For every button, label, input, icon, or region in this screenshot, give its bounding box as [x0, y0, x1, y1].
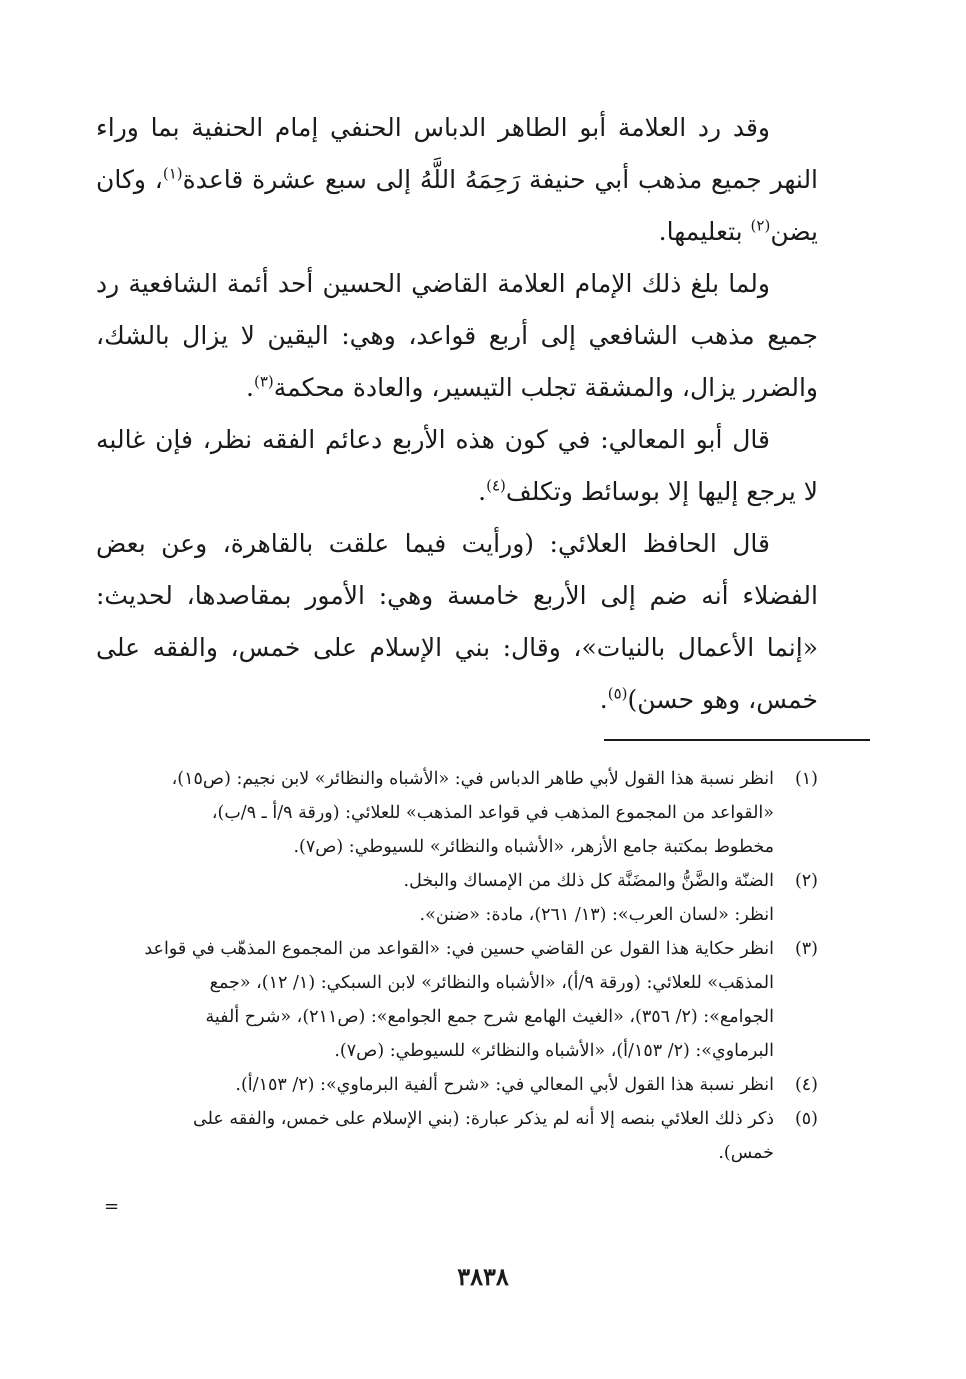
footnote-ref-1[interactable]: (١) [162, 164, 183, 183]
page-number: ٣٨٣٨ [457, 1262, 509, 1291]
footnote-number: (٣) [794, 939, 818, 959]
footnote-ref-5[interactable]: (٥) [607, 684, 628, 703]
footnote-separator [604, 739, 870, 741]
paragraph-2: ولما بلغ ذلك الإمام العلامة القاضي الحسين أحد أئمة الشافعية رد جميع مذهب الشافعي إلى أربع قواعد، وهي: اليقين لا يزال بالشك، والضرر يزال، والمشقة تجلب التيسير، والعادة محكمة$^{(٣)}$. [96, 269, 818, 402]
continuation-mark: = [104, 1196, 120, 1217]
footnote-4: (٤) انظر نسبة هذا القول لأبي المعالي في: «شرح ألفية البرماوي»: (٢/ ١٥٣/أ). [96, 1068, 818, 1102]
footnote-number: (٢) [794, 871, 818, 891]
footnote-number: (٥) [794, 1109, 818, 1129]
footnote-ref-3[interactable]: (٣) [253, 372, 274, 391]
footnote-5: (٥) ذكر ذلك العلائي بنصه إلا أنه لم يذكر عبارة: (بني الإسلام على خمس، والفقه على خمس). [96, 1102, 818, 1170]
footnote-1: (١) انظر نسبة هذا القول لأبي طاهر الدباس في: «الأشباه والنظائر» لابن نجيم: (ص١٥)، «القواعد من المجموع المذهب في قواعد المذهب» للعلائي: (ورقة ٩/أ ـ ٩/ب)، مخطوط بمكتبة جامع الأزهر، «الأشباه والنظائر» للسيوطي: (ص٧). [96, 762, 818, 864]
footnote-number: (١) [794, 769, 818, 789]
footnote-ref-2[interactable]: (٢) [750, 216, 771, 235]
footnote-3: (٣) انظر حكاية هذا القول عن القاضي حسين في: «القواعد من المجموع المذهّب في قواعد المذهَب» للعلائي: (ورقة ٩/أ)، «الأشباه والنظائر» لابن السبكي: (١/ ١٢)، «جمع الجوامع»: (٢/ ٣٥٦)، «الغيث الهامع شرح جمع الجوامع»: (ص٢١١)، «شرح ألفية البرماوي»: (٢/ ١٥٣/أ)، «الأشباه والنظائر» للسيوطي: (ص٧). [96, 932, 818, 1068]
paragraph-1: وقد رد العلامة أبو الطاهر الدباس الحنفي إمام الحنفية بما وراء النهر جميع مذهب أبي حنيفة رَحِمَهُ اللَّهُ إلى سبع عشرة قاعدة$^{(١)}$، وكان يضن$^{(٢)}$ بتعليمها. [96, 113, 819, 246]
paragraph-4: قال الحافظ العلائي: (ورأيت فيما علقت بالقاهرة، وعن بعض الفضلاء أنه ضم إلى الأربع خامسة وهي: الأمور بمقاصدها، لحديث: «إنما الأعمال بالنيات»، وقال: بني الإسلام على خمس، والفقه على خمس، وهو حسن)$^{(٥)}$. [96, 529, 818, 714]
footnotes [96, 762, 818, 1170]
paragraph-3: قال أبو المعالي: في كون هذه الأربع دعائم الفقه نظر، فإن غالبه لا يرجع إليها إلا بوسائط وتكلف$^{(٤)}$. [96, 425, 818, 506]
footnote-2: (٢) الضنّة والضَّنُّ والمضَنَّة كل ذلك من الإمساك والبخل. انظر: «لسان العرب»: (١٣/ ٢٦١)، مادة: «ضنن». [96, 864, 818, 932]
footnote-number: (٤) [794, 1075, 818, 1095]
main-text [96, 102, 818, 726]
footnote-ref-4[interactable]: (٤) [486, 476, 506, 495]
